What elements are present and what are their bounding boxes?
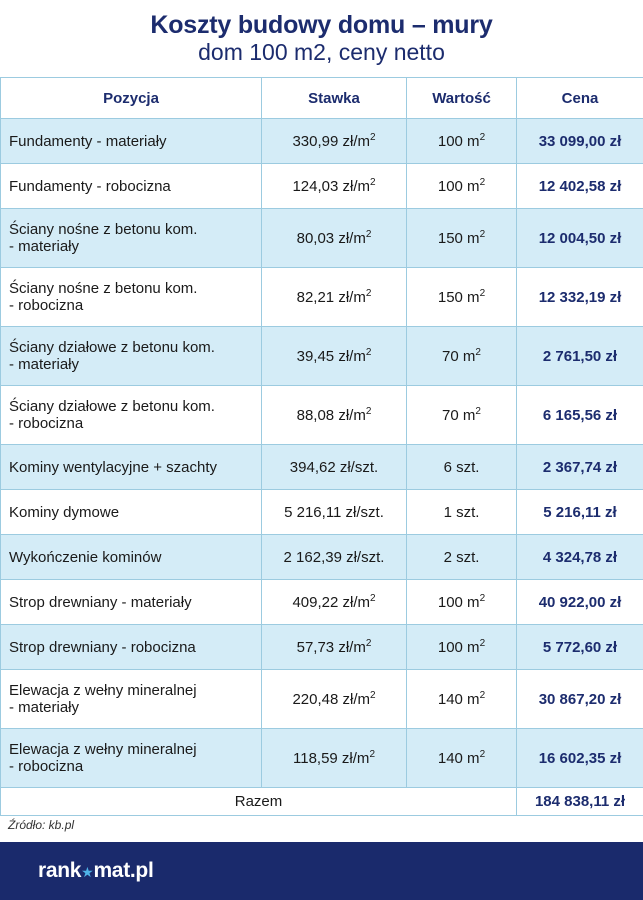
position-line-2: - robocizna	[9, 297, 84, 314]
value-text: 70 m	[442, 406, 476, 424]
position-line-1: Ściany działowe z betonu kom.	[9, 398, 215, 415]
table-row	[1, 386, 643, 445]
position-cell	[1, 580, 262, 625]
table-row	[1, 670, 643, 729]
position-line-1: Elewacja z wełny mineralnej	[9, 682, 197, 699]
value-text: 100 m	[437, 638, 480, 656]
rate-unit-exponent: 2	[369, 176, 376, 188]
source-note: Źródło: kb.pl	[8, 818, 75, 832]
rate-text: 5 216,11 zł/szt.	[284, 503, 384, 521]
table-row	[1, 580, 643, 625]
rate-cell	[262, 670, 407, 729]
value-cell	[407, 119, 517, 164]
logo-text-end: mat.pl	[93, 859, 154, 882]
rate-text: 124,03 zł/m	[292, 177, 370, 195]
rate-cell	[262, 119, 407, 164]
price-cell: 12 402,58 zł	[517, 164, 643, 209]
rate-text: 57,73 zł/m	[296, 638, 366, 656]
rate-text: 82,21 zł/m	[296, 288, 366, 306]
price-cell: 40 922,00 zł	[517, 580, 643, 625]
value-unit-exponent: 2	[475, 405, 481, 417]
value-unit-exponent: 2	[479, 689, 486, 701]
column-header-position: Pozycja	[1, 78, 262, 119]
position-cell	[1, 164, 262, 209]
rate-text: 220,48 zł/m	[292, 690, 370, 708]
position-line-1: Strop drewniany - materiały	[9, 593, 192, 611]
table-row	[1, 164, 643, 209]
rankomat-logo	[38, 859, 153, 883]
total-row	[1, 788, 643, 816]
table-row	[1, 209, 643, 268]
rate-cell	[262, 164, 407, 209]
value-text: 150 m	[437, 288, 480, 306]
rate-unit-exponent: 2	[365, 228, 372, 240]
star-icon: ★	[81, 864, 94, 880]
value-cell	[407, 445, 517, 490]
position-line-1: Ściany nośne z betonu kom.	[9, 280, 198, 297]
rate-cell	[262, 490, 407, 535]
value-text: 140 m	[437, 749, 480, 767]
rate-text: 88,08 zł/m	[296, 406, 366, 424]
value-text: 70 m	[442, 347, 476, 365]
value-unit-exponent: 2	[479, 287, 486, 299]
value-text: 150 m	[437, 229, 480, 247]
position-cell	[1, 119, 262, 164]
price-cell: 4 324,78 zł	[517, 535, 643, 580]
rate-text: 80,03 zł/m	[296, 229, 366, 247]
rate-text: 2 162,39 zł/szt.	[283, 548, 385, 566]
position-line-1: Kominy wentylacyjne + szachty	[9, 458, 218, 476]
value-cell	[407, 670, 517, 729]
value-unit-exponent: 2	[479, 228, 486, 240]
rate-cell	[262, 580, 407, 625]
price-cell: 30 867,20 zł	[517, 670, 643, 729]
price-cell: 16 602,35 zł	[517, 729, 643, 788]
table-row	[1, 625, 643, 670]
value-cell	[407, 625, 517, 670]
rate-unit-exponent: 2	[369, 689, 376, 701]
position-cell	[1, 490, 262, 535]
header	[0, 0, 643, 64]
rate-unit-exponent: 2	[369, 131, 376, 143]
total-label: Razem	[1, 788, 517, 816]
rate-cell	[262, 209, 407, 268]
value-text: 6 szt.	[443, 458, 480, 476]
value-text: 1 szt.	[443, 503, 480, 521]
page-subtitle: dom 100 m2, ceny netto	[198, 39, 445, 65]
value-text: 2 szt.	[443, 548, 480, 566]
value-cell	[407, 209, 517, 268]
rate-cell	[262, 386, 407, 445]
table-row	[1, 327, 643, 386]
rate-cell	[262, 268, 407, 327]
position-cell	[1, 209, 262, 268]
rate-cell	[262, 535, 407, 580]
rate-unit-exponent: 2	[365, 405, 372, 417]
logo-text-start: rank	[38, 859, 82, 882]
rate-cell	[262, 625, 407, 670]
rate-cell	[262, 729, 407, 788]
rate-unit-exponent: 2	[369, 748, 375, 760]
table-row	[1, 445, 643, 490]
page-title: Koszty budowy domu – mury	[150, 11, 493, 39]
position-line-1: Fundamenty - materiały	[9, 132, 167, 150]
value-unit-exponent: 2	[475, 346, 481, 358]
position-line-2: - materiały	[9, 238, 80, 255]
rate-cell	[262, 327, 407, 386]
price-cell: 5 216,11 zł	[517, 490, 643, 535]
value-cell	[407, 268, 517, 327]
price-cell: 2 367,74 zł	[517, 445, 643, 490]
rate-text: 330,99 zł/m	[292, 132, 370, 150]
position-line-2: - robocizna	[9, 415, 84, 432]
value-cell	[407, 164, 517, 209]
table-row	[1, 119, 643, 164]
value-cell	[407, 535, 517, 580]
table-header-row	[1, 78, 643, 119]
price-cell: 2 761,50 zł	[517, 327, 643, 386]
table-row	[1, 535, 643, 580]
table-row	[1, 268, 643, 327]
position-cell	[1, 670, 262, 729]
position-line-1: Wykończenie kominów	[9, 548, 162, 566]
position-cell	[1, 625, 262, 670]
price-cell: 5 772,60 zł	[517, 625, 643, 670]
rate-text: 118,59 zł/m	[293, 749, 370, 767]
value-text: 100 m	[437, 593, 480, 611]
value-unit-exponent: 2	[479, 592, 486, 604]
column-header-price: Cena	[517, 78, 643, 119]
position-line-1: Ściany działowe z betonu kom.	[9, 339, 215, 356]
value-unit-exponent: 2	[479, 748, 486, 760]
position-cell	[1, 386, 262, 445]
value-unit-exponent: 2	[479, 176, 486, 188]
position-line-1: Ściany nośne z betonu kom.	[9, 221, 198, 238]
rate-unit-exponent: 2	[365, 637, 372, 649]
position-line-2: - materiały	[9, 699, 80, 716]
value-cell	[407, 580, 517, 625]
footer-bar	[0, 842, 643, 900]
position-line-1: Fundamenty - robocizna	[9, 177, 171, 195]
position-cell	[1, 268, 262, 327]
rate-unit-exponent: 2	[365, 287, 372, 299]
price-cell: 12 004,50 zł	[517, 209, 643, 268]
price-cell: 33 099,00 zł	[517, 119, 643, 164]
rate-unit-exponent: 2	[369, 592, 376, 604]
column-header-value: Wartość	[407, 78, 517, 119]
table-row	[1, 729, 643, 788]
table-body	[1, 119, 643, 788]
value-unit-exponent: 2	[479, 637, 486, 649]
position-line-2: - robocizna	[9, 758, 84, 775]
table-row	[1, 490, 643, 535]
position-line-1: Elewacja z wełny mineralnej	[9, 741, 197, 758]
cost-table	[0, 77, 643, 816]
position-line-1: Kominy dymowe	[9, 503, 120, 521]
price-cell: 6 165,56 zł	[517, 386, 643, 445]
rate-text: 39,45 zł/m	[296, 347, 366, 365]
rate-text: 394,62 zł/szt.	[289, 458, 379, 476]
total-price: 184 838,11 zł	[517, 788, 643, 816]
position-cell	[1, 535, 262, 580]
rate-cell	[262, 445, 407, 490]
column-header-rate: Stawka	[262, 78, 407, 119]
value-text: 100 m	[437, 177, 480, 195]
position-cell	[1, 445, 262, 490]
position-cell	[1, 729, 262, 788]
value-cell	[407, 729, 517, 788]
value-cell	[407, 327, 517, 386]
rate-text: 409,22 zł/m	[292, 593, 370, 611]
value-cell	[407, 386, 517, 445]
value-text: 140 m	[437, 690, 480, 708]
price-cell: 12 332,19 zł	[517, 268, 643, 327]
value-unit-exponent: 2	[479, 131, 486, 143]
position-cell	[1, 327, 262, 386]
position-line-1: Strop drewniany - robocizna	[9, 638, 196, 656]
value-text: 100 m	[437, 132, 480, 150]
rate-unit-exponent: 2	[365, 346, 372, 358]
position-line-2: - materiały	[9, 356, 80, 373]
value-cell	[407, 490, 517, 535]
